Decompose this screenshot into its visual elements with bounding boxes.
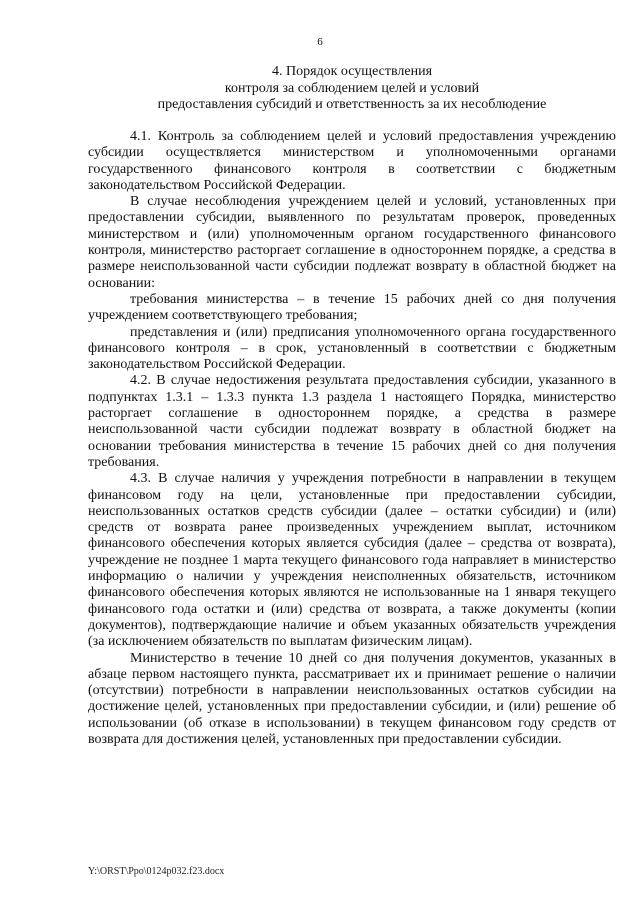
heading-line-2: контроля за соблюдением целей и условий (224, 80, 480, 96)
heading-line-3: предоставления субсидий и ответственность за их несоблюдение (157, 97, 547, 112)
section-body (88, 129, 616, 748)
paragraph-4-2: 4.2. В случае недостижения результата предоставления субсидии, указанного в подпунктах 1.3.1 – 1.3.3 пункта 1.3 раздела 1 настоящего Порядка, министерство расторгает соглашение в одностороннем порядке, а средства в размере неиспользованной части субсидии подлежат возврату в областной бюджет на основании требования министерства в течение 15 рабочих дней со дня получения требования. (88, 373, 616, 470)
paragraph-noncompliance: В случае несоблюдения учреждением целей и условий, установленных при предоставлении субсидии, выявленного по результатам проверок, проведенных министерством и (или) уполномоченным органом государственного финансового контроля, министерство расторгает соглашение в одностороннем порядке, а средства в размере неиспользованной части субсидии подлежат возврату в областной бюджет на основании: (88, 194, 616, 291)
paragraph-ministry-demand: требования министерства – в течение 15 рабочих дней со дня получения учреждением соответствующего требования; (88, 291, 616, 324)
heading-line-1: 4. Порядок осуществления (271, 64, 433, 79)
paragraph-ministry-decision: Министерство в течение 10 дней со дня получения документов, указанных в абзаце первом настоящего пункта, рассматривает их и принимает решение о наличии (отсутствии) потребности в направлении неиспользованных остатков субсидии на достижение целей, установленных при предоставлении субсидии, и (или) решение об использовании (об отказе в использовании) в текущем финансовом году средств от возврата для достижения целей, установленных при предоставлении субсидии. (88, 650, 616, 747)
paragraph-4-1: 4.1. Контроль за соблюдением целей и условий предоставления учреждению субсидии осуществляется министерством и уполномоченными органами государственного финансового контроля в соответствии с бюджетным законодательством Российской Федерации. (88, 129, 616, 193)
paragraph-control-order: представления и (или) предписания уполномоченного органа государственного финансового контроля – в срок, установленный в соответствии с бюджетным законодательством Российской Федерации. (88, 324, 616, 373)
paragraph-4-3: 4.3. В случае наличия у учреждения потребности в направлении в текущем финансовом году на цели, установленные при предоставлении субсидии, неиспользованных остатков средств субсидии (далее – остатки субсидии) и (или) средств от возврата ранее произведенных учреждением выплат, источником финансового обеспечения которых является субсидия (далее – средства от возврата), учреждение не позднее 1 марта текущего финансового года направляет в министерство информацию о наличии у учреждения неисполненных обязательств, источником финансового обеспечения которых являются не использованные на 1 января текущего финансового года остатки и (или) средства от возврата, а также документы (копии документов), подтверждающие наличие и объем указанных обязательств учреждения (за исключением обязательств по выплатам физическим лицам). (88, 471, 616, 650)
section-heading (88, 64, 616, 114)
page-number: 6 (317, 36, 323, 48)
footer-file-path: Y:\ORST\Ppo\0124p032.f23.docx (88, 866, 225, 877)
